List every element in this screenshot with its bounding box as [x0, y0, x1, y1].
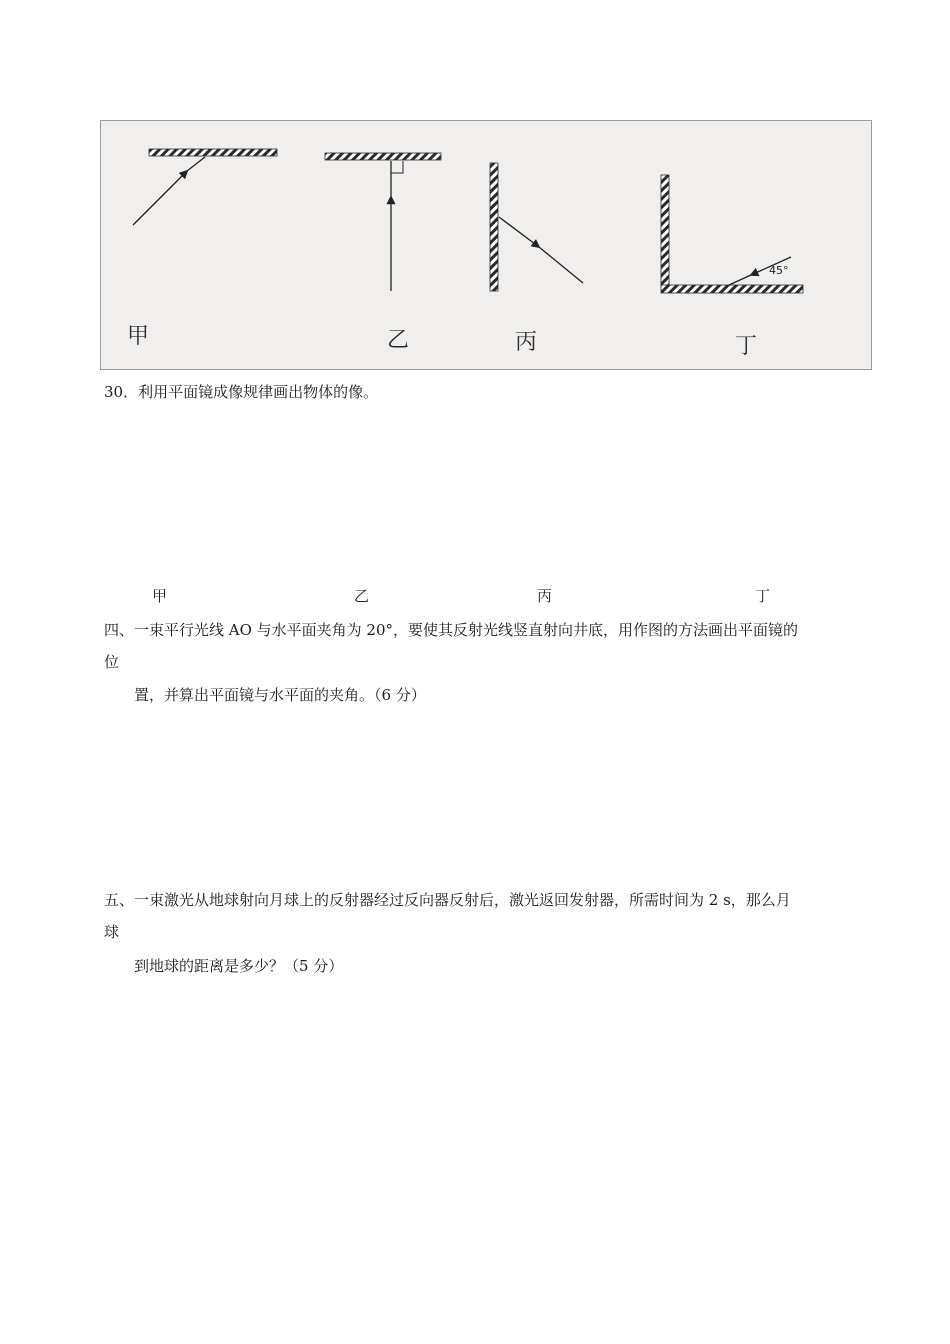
ray-bing	[499, 217, 539, 247]
mirror-diagram-figure	[100, 120, 872, 370]
diagram-yi	[325, 153, 441, 291]
question-5-line-1: 五、一束激光从地球射向月球上的反射器经过反向器反射后，激光返回发射器，所需时间为 2 s，那么月	[104, 891, 791, 909]
q30-label-yi: 乙	[354, 587, 370, 605]
diagram-bing	[490, 163, 583, 291]
figure-label-yi: 乙	[387, 328, 410, 353]
question-4-line-3: 置，并算出平面镜与水平面的夹角。（6 分）	[134, 686, 426, 704]
mirror-ding-horizontal	[661, 285, 803, 293]
right-angle-mark	[391, 161, 403, 173]
ray-bing-tail	[539, 247, 583, 283]
ray-jia-tail	[187, 157, 205, 171]
ray-ding-tail	[729, 275, 751, 285]
q30-label-jia: 甲	[152, 587, 168, 605]
figure-label-ding: 丁	[735, 334, 758, 359]
question-5-line-2: 球	[104, 923, 120, 941]
q30-label-bing: 丙	[537, 587, 553, 605]
q30-label-ding: 丁	[755, 587, 771, 605]
question-4-line-2: 位	[104, 653, 120, 671]
diagram-jia	[133, 149, 277, 225]
mirror-yi	[325, 153, 441, 160]
ray-jia	[133, 171, 187, 225]
mirror-bing	[490, 163, 498, 291]
angle-label-45: 45°	[769, 264, 789, 277]
mirror-ding-vertical	[661, 175, 669, 287]
mirror-jia	[149, 149, 277, 156]
question-30-text: 30．利用平面镜成像规律画出物体的像。	[104, 383, 379, 401]
question-4-line-1: 四、一束平行光线 AO 与水平面夹角为 20°，要使其反射光线竖直射向井底，用作图的方法画出平面镜的	[104, 621, 799, 639]
figure-label-bing: 丙	[515, 330, 538, 355]
figure-label-jia: 甲	[127, 324, 150, 349]
question-5-line-3: 到地球的距离是多少？（5 分）	[134, 957, 344, 975]
